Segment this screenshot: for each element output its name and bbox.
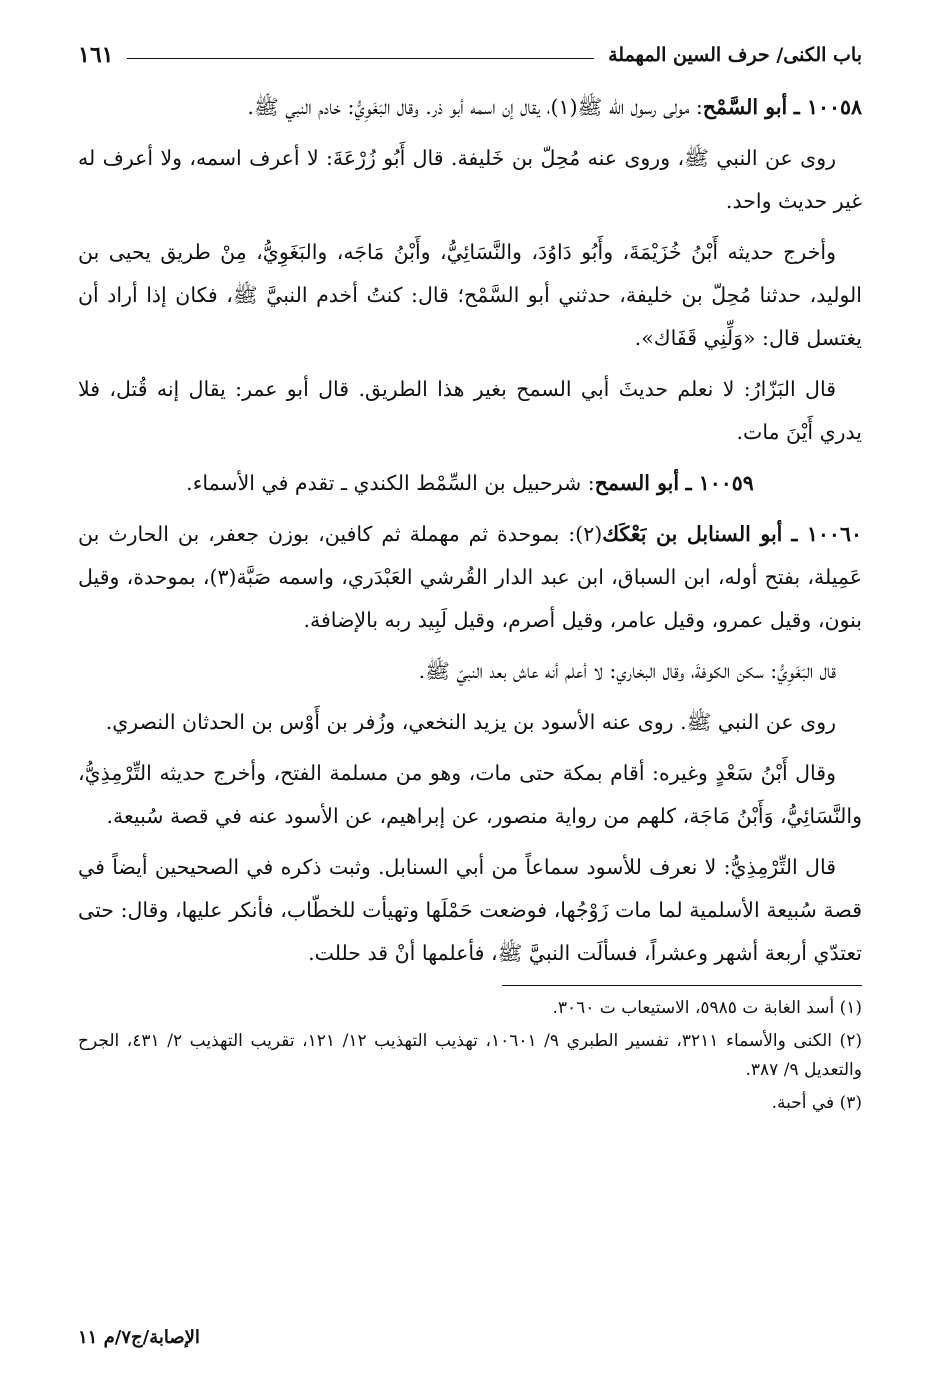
footnote-1: (١) أسد الغابة ت ٥٩٨٥، الاستيعاب ت ٣٠٦٠.	[552, 998, 862, 1018]
entry-name: أبو السمح	[594, 471, 680, 495]
footnote-divider	[502, 985, 862, 986]
page-number: ١٦١	[78, 42, 114, 68]
signature-mark: الإصابة/ج٧/م ١١	[78, 1327, 200, 1348]
book-page	[78, 38, 862, 1370]
footnote-2: (٢) الكنى والأسماء ٣٢١١، تفسير الطبري ٩/ ١٠٦٠١، تهذيب التهذيب ١٢/ ١٢١، تقريب التهذيب ٢/ ٤٣١، الجرح والتعديل ٩/ ٣٨٧.	[78, 1031, 862, 1080]
entry-text: (٢): بموحدة ثم مهملة ثم كافين، بوزن جعفر، بن الحارث بن عَمِيلة، بفتح أوله، ابن السباق، ابن عبد الدار القُرشي العَبْدَري، واسمه صَبَّة(٣)، بموحدة، وقيل بنون، وقيل عمرو، وقيل عامر، وقيل أصرم، وقيل لَبِيد ربه بالإضافة.	[78, 522, 862, 632]
paragraph: قال البَغَوِيُّ: سكن الكوفةَ، وقال البخاري: لا أعلم أنه عاش بعد النبيّ ﷺ.	[418, 659, 836, 683]
running-header	[78, 38, 862, 72]
running-title: باب الكنى/ حرف السين المهملة	[608, 44, 862, 66]
footnotes	[78, 994, 862, 1118]
entry-text: : مولى رسول الله ﷺ(١)، يقال إن اسمه أبو ذر. وقال البَغَوِيُّ: خادم النبي ﷺ.	[247, 95, 703, 119]
paragraph: قال التِّرْمِذِيُّ: لا نعرف للأسود سماعاً من أبي السنابل. وثبت ذكره في الصحيحين أيضاً في قصة سُبيعة الأسلمية لما مات زَوْجُها، فوضعت حَمْلَها وتهيأت للخطّاب، فأنكر عليها، وقال: حتى تعتدّي أربعة أشهر وعشراً، فسألَت النبيَّ ﷺ، فأعلمها أنْ قد حللت.	[78, 855, 862, 965]
entry-name: أبو السنابل بن بَعْكَك	[602, 522, 783, 546]
paragraph: روى عن النبي ﷺ، وروى عنه مُحِلّ بن خَليفة. قال أَبُو زُرْعَةَ: لا أعرف اسمه، ولا أعرف له غير حديث واحد.	[78, 146, 862, 213]
entry-10060	[78, 513, 862, 642]
paragraph: قال البَزّارُ: لا نعلم حديثَ أبي السمح بغير هذا الطريق. قال أبو عمر: يقال إنه قُتل، فلا يدري أَيْنَ مات.	[78, 377, 862, 444]
footnote-3: (٣) في أحبة.	[771, 1093, 862, 1113]
entry-number: ١٠٠٦٠ ـ	[791, 522, 862, 546]
entry-text: : شرحبيل بن السِّمْط الكندي ـ تقدم في الأسماء.	[186, 471, 595, 495]
entry-number: ١٠٠٥٩ ـ	[685, 471, 754, 495]
main-text	[78, 86, 862, 975]
paragraph: وقال أَبْنُ سَعْدٍ وغيره: أقام بمكة حتى مات، وهو من مسلمة الفتح، وأخرج حديثه التِّرْمِذِيُّ، والنَّسَائِيُّ، وَأَبْنُ مَاجَة، كلهم من رواية منصور، عن إبراهيم، عن الأسود عنه في قصة سُبيعة.	[78, 761, 862, 828]
entry-name: أبو السَّمْح	[702, 95, 788, 119]
header-rule	[127, 58, 594, 59]
paragraph: وأخرج حديثه أَبْنُ خُزَيْمَةَ، وأَبُو دَاوُدَ، والنَّسَائِيُّ، وأَبْنُ مَاجَه، والبَغَوِيُّ، مِنْ طريق يحيى بن الوليد، حدثنا مُحِلّ بن خليفة، حدثني أبو السَّمْح؛ قال: كنتُ أخدم النبيَّ ﷺ، فكان إذا أراد أن يغتسل قال: «وَلِّنِي قَفَاك».	[78, 240, 862, 350]
paragraph: روى عن النبي ﷺ. روى عنه الأسود بن يزيد النخعي، وزُفر بن أَوْس بن الحدثان النصري.	[105, 710, 836, 734]
entry-10059	[78, 462, 862, 505]
entry-10058	[78, 86, 862, 129]
entry-number: ١٠٠٥٨ ـ	[793, 95, 862, 119]
